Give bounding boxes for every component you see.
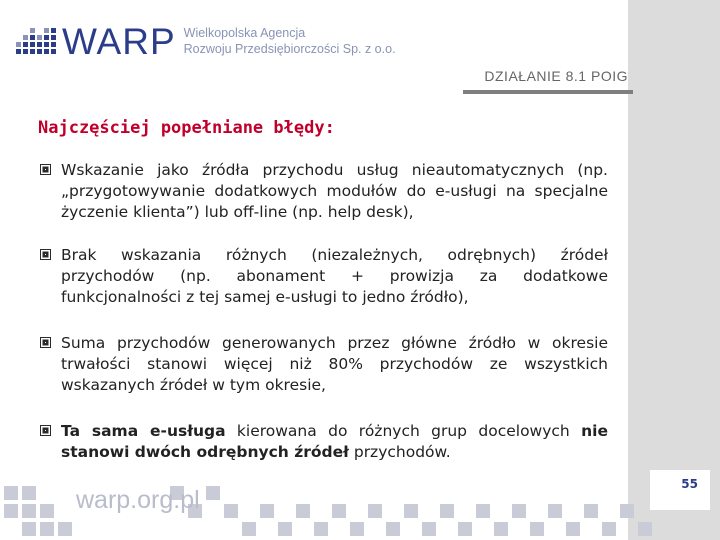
logo-wordmark: WARP	[62, 20, 176, 62]
checkbox-bullet-icon	[40, 425, 51, 436]
bullet-text: Wskazanie jako źródła przychodu usług nieautomatycznych (np. „przygotowywanie dodatkowych modułów do e-usługi na specjalne życzenie klienta”) lub off-line (np. help desk),	[61, 161, 608, 221]
bullet-bold-text: nie stanowi dwóch odrębnych źródeł	[61, 422, 608, 461]
checkbox-bullet-icon	[40, 249, 51, 260]
logo-squares-icon	[16, 28, 56, 54]
bullet-text	[40, 421, 608, 463]
bullet-item	[40, 245, 608, 308]
bullet-normal-text: kierowana do różnych grup docelowych	[225, 422, 582, 440]
bullet-normal-text: przychodów.	[348, 443, 451, 461]
warp-logo	[16, 20, 396, 62]
right-sidebar	[628, 0, 720, 540]
logo-subtitle-line1: Wielkopolska Agencja	[183, 26, 306, 40]
header-divider	[463, 90, 633, 94]
bullet-text: Suma przychodów generowanych przez główne źródło w okresie trwałości stanowi więcej niż 80% przychodów ze wszystkich wskazanych źródeł w tym okresie,	[61, 334, 608, 394]
bullet-item	[40, 160, 608, 223]
section-label: DZIAŁANIE 8.1 POIG	[484, 68, 628, 84]
bullet-item	[40, 421, 608, 463]
page-number: 55	[650, 470, 710, 510]
checkbox-bullet-icon	[40, 337, 51, 348]
checkbox-bullet-icon	[40, 164, 51, 175]
logo-subtitle	[184, 25, 396, 57]
page-title: Najczęściej popełniane błędy:	[38, 118, 335, 138]
footer-url: warp.org.pl	[76, 486, 200, 514]
bullet-text: Brak wskazania różnych (niezależnych, odrębnych) źródeł przychodów (np. abonament + prowizja za dodatkowe funkcjonalności z tej samej e-usługi to jedno źródło),	[61, 246, 608, 306]
bullet-bold-text: Ta sama e-usługa	[61, 422, 226, 440]
logo-subtitle-line2: Rozwoju Przedsiębiorczości Sp. z o.o.	[183, 42, 396, 56]
bullet-item	[40, 333, 608, 396]
